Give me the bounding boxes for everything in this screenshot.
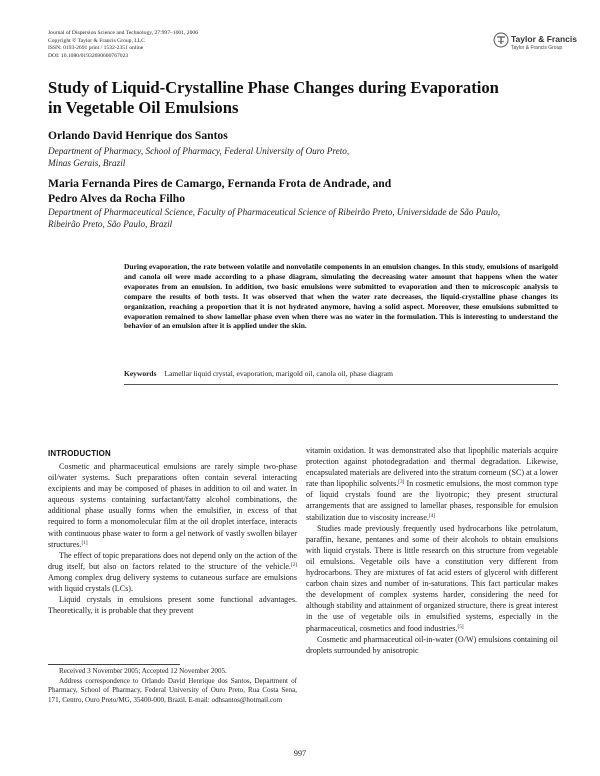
doi-line: DOI: 10.1080/01932690600767023 — [48, 52, 129, 59]
paragraph — [48, 461, 297, 550]
title-line-1: Study of Liquid-Crystalline Phase Changes during Evaporation — [48, 78, 499, 97]
citation-ref: [4] — [428, 512, 436, 519]
paragraph — [306, 523, 558, 634]
citation-ref: [1] — [81, 539, 88, 546]
abstract: During evaporation, the rate between volatile and nonvolatile components in an emulsion changes. In this study, emulsions of marigold and canola oil were made according to a phase diagram, simulating the decreasing water amount that happens when the water evaporates from an emulsion. In addition, two basic emulsions were submitted to evaporation and then to microscopic analysis to compare the results of both tests. It was observed that when the water rate decreases, the liquid-crystalline phase changes its organization, reaching a proportion that it is not hydrated anymore, having a solid aspect. Moreover, these emulsions submitted to evaporation remained to show lamellar phase even when there was no water in the formulation. This is interesting to understand the behavior of an emulsion after it is applied under the skin. — [124, 262, 558, 331]
affiliation-1 — [48, 146, 558, 169]
publisher-logo — [493, 32, 577, 56]
page-number: 997 — [293, 749, 307, 758]
publisher-group: Taylor & Francis Group — [511, 45, 563, 51]
affiliation-2-line-1: Department of Pharmaceutical Science, Faculty of Pharmaceutical Science of Ribeirão Preto, Universidade de São Paulo, — [48, 207, 501, 217]
publisher-emblem-icon — [493, 32, 509, 48]
paragraph-text: Cosmetic and pharmaceutical oil-in-water (O/W) emulsions containing oil droplets surrounded by anisotropic — [306, 634, 558, 655]
authors-2-line-2: Pedro Alves da Rocha Filho — [48, 192, 185, 205]
correspondence-address: Address correspondence to Orlando David Henrique dos Santos, Department of Pharmacy, School of Pharmacy, Federal University of Ouro Preto, Rua Costa Sena, 171, Centro, Ouro Preto/MG, 35400-000, Brazil. E-mail: odhsantos@hotmail.com — [48, 676, 297, 704]
paragraph-text: Liquid crystals in emulsions present some functional advantages. Theoretically, it is probable that they prevent — [48, 595, 297, 616]
paragraph — [306, 445, 558, 523]
affiliation-2-line-2: Ribeirão Preto, São Paulo, Brazil — [48, 218, 173, 229]
authors-2-line-1: Maria Fernanda Pires de Camargo, Fernanda Frota de Andrade, and — [48, 177, 392, 190]
authors-2 — [48, 176, 391, 206]
affiliation-1-line-1: Department of Pharmacy, School of Pharmacy, Federal University of Ouro Preto, — [48, 146, 350, 156]
affiliation-2 — [48, 207, 568, 230]
keywords-divider — [124, 384, 558, 385]
footnote — [48, 667, 297, 705]
copyright-line: Copyright © Taylor & Francis Group, LLC — [48, 37, 145, 44]
paper-title — [48, 78, 558, 117]
paragraph — [48, 550, 297, 594]
footnote-divider — [48, 664, 180, 665]
author-1: Orlando David Henrique dos Santos — [48, 129, 228, 142]
paragraph-text: In cosmetic emulsions, the most common type of liquid crystals found are the liyotropic; they present structural arrangements that are assigned to lamellar phases, responsible for emulsion stabilization due to viscosity increase. — [306, 479, 558, 522]
body-column-left — [48, 461, 297, 616]
title-line-2: in Vegetable Oil Emulsions — [48, 97, 239, 117]
paragraph-text: Cosmetic and pharmaceutical emulsions are rarely simple two-phase oil/water systems. Such preparations often contain several interacting excipients and may be composed of phases in addition to oil and water. In aqueous systems containing surfactant/fatty alcohol combinations, the additional phase usually forms when the emulsifier, in excess of that required to form a monomolecular film at the oil droplet interface, interacts with continuous phase water to form a gel network of vastly swollen bilayer structures. — [48, 462, 297, 549]
paragraph-text: The effect of topic preparations does not depend only on the action of the drug itself, but also on factors related to the structure of the vehicle. — [48, 550, 297, 571]
citation-ref: [5] — [457, 623, 464, 630]
journal-info — [48, 30, 198, 60]
paragraph-text: Among complex drug delivery systems to cutaneous surface are emulsions with liquid crystals (LCs). — [48, 572, 297, 594]
paragraph — [306, 634, 558, 656]
journal-citation: Journal of Dispersion Science and Technology, 27:997–1001, 2006 — [48, 30, 198, 36]
body-column-right — [306, 445, 558, 656]
citation-ref: [2] — [290, 561, 297, 568]
keywords-label: Keywords — [124, 369, 157, 378]
affiliation-1-line-2: Minas Gerais, Brazil — [48, 157, 126, 168]
received-dates: Received 3 November 2005; Accepted 12 November 2005. — [59, 667, 227, 675]
issn-line: ISSN: 0193-2691 print / 1532-2351 online — [48, 45, 144, 52]
paragraph-text: Studies made previously frequently used hydrocarbons like petrolatum, paraffin, hexane, pentanes and some of their alcohols to obtain emulsions with liquid crystals. There is little research on this structure from vegetable oil emulsions. Vegetable oils have a constitution very different from hydrocarbons. They are mixtures of fat acid esters of glycerol with different carbon chain sizes and number of in-saturations. This fact particular makes the development of complex systems harder, considering the need for although stability and attainment of organized structure, there is great interest in the use of vegetable oils in emulsified systems, especially in the pharmaceutical, cosmetics and food industries. — [306, 523, 558, 633]
publisher-name: Taylor & Francis — [511, 34, 577, 44]
keywords — [124, 369, 558, 379]
section-heading-introduction: INTRODUCTION — [48, 449, 111, 458]
paragraph-text: vitamin oxidation. It was demonstrated also that lipophilic materials acquire protection against photodegradation and thermal degradation. Likewise, encapsulated materials are delivered into the stratum corneum (SC) at a lower rate than lipophilic solvents. — [306, 446, 558, 489]
citation-ref: [3] — [398, 479, 405, 486]
keywords-text: Lamellar liquid crystal, evaporation, marigold oil, canola oil, phase diagram — [164, 369, 393, 378]
paragraph — [48, 594, 297, 616]
